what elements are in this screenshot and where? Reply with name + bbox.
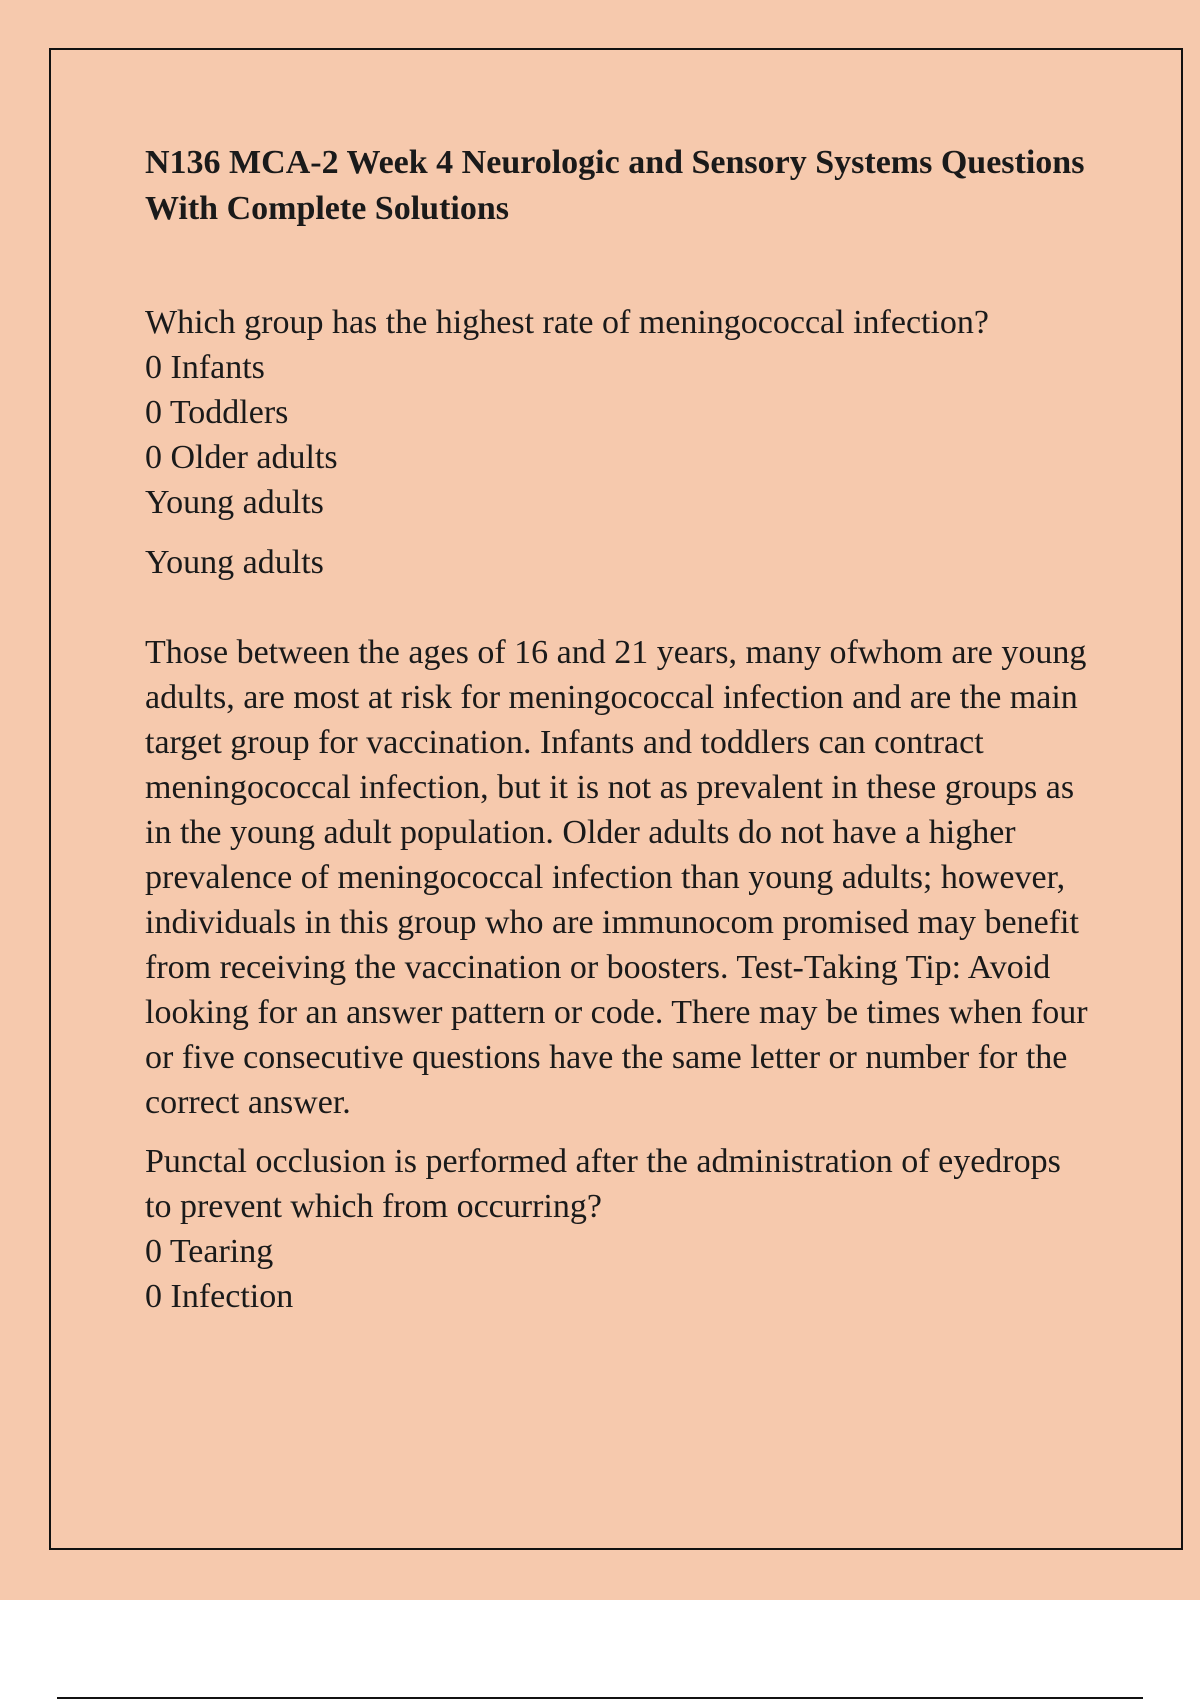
question-2-option-2: 0 Infection [145,1278,294,1315]
document-title: N136 MCA-2 Week 4 Neurologic and Sensory Systems Questions With Complete Solutions [145,144,1085,227]
question-1-option-1: 0 Infants [145,349,265,386]
question-1-rationale: Those between the ages of 16 and 21 years, many ofwhom are young adults, are most at risk for meningococcal infection and are the main target group for vaccination. Infants and toddlers can contract meningococcal infection, but it is not as prevalent in these groups as in the young adult population. Older adults do not have a higher prevalence of meningococcal infection than young adults; however, individuals in this group who are immunocom promised may benefit from receiving the vaccination or boosters. Test-Taking Tip: Avoid looking for an answer pattern or code. There may be times when four or five consecutive questions have the same letter or number for the correct answer. [145,634,1088,1121]
question-1-prompt: Which group has the highest rate of meningococcal infection? [145,304,990,341]
question-2-option-1: 0 Tearing [145,1233,274,1270]
question-1-option-2: 0 Toddlers [145,394,289,431]
question-2-prompt: Punctal occlusion is performed after the administration of eyedrops to prevent which from occurring? [145,1143,1061,1225]
question-1-answer: Young adults [145,544,324,581]
page-bottom-divider [57,1697,1143,1699]
question-1-option-3: 0 Older adults [145,439,338,476]
question-1-option-4: Young adults [145,484,324,521]
document-content [145,140,1095,1319]
